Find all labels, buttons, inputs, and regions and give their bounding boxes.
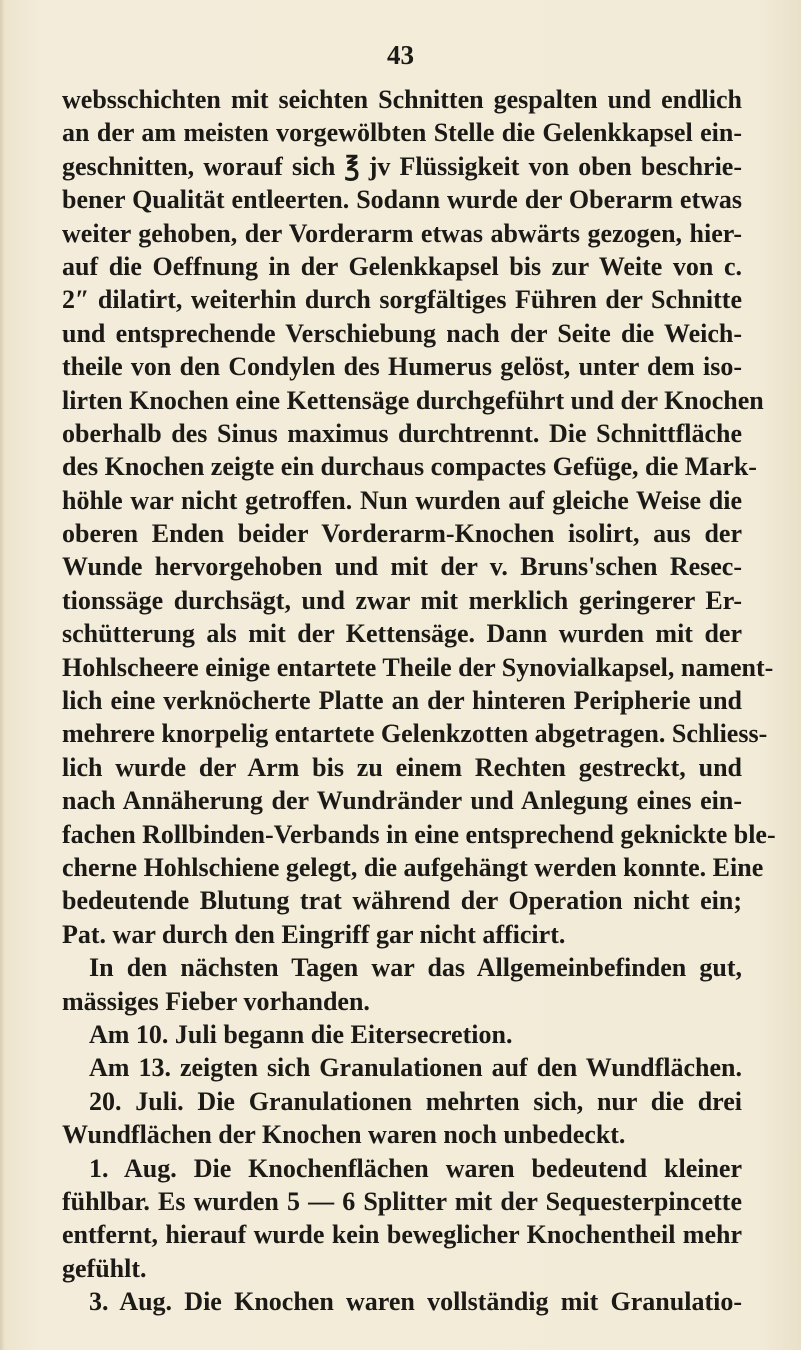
text-line: schütterung als mit der Kettensäge. Dann wurden mit der <box>62 619 742 649</box>
text-line: des Knochen zeigte ein durchaus compactes Gefüge, die Mark- <box>62 452 757 482</box>
text-line: cherne Hohlschiene gelegt, die aufgehängt werden konnte. Eine <box>62 852 764 882</box>
text-line: lirten Knochen eine Kettensäge durchgeführt und der Knochen <box>62 385 764 415</box>
text-line: bener Qualität entleerten. Sodann wurde der Oberarm etwas <box>62 185 742 215</box>
text-line: fühlbar. Es wurden 5 — 6 Splitter mit der Sequesterpincette <box>62 1186 742 1216</box>
text-line: an der am meisten vorgewölbten Stelle die Gelenkkapsel ein- <box>62 118 742 148</box>
text-line: websschichten mit seichten Schnitten gespalten und endlich <box>62 85 742 114</box>
page-number: 43 <box>387 40 414 70</box>
text-line: entfernt, hierauf wurde kein beweglicher Knochentheil mehr <box>62 1220 742 1250</box>
text-line: Pat. war durch den Eingriff gar nicht afficirt. <box>62 919 566 949</box>
text-line: In den nächsten Tagen war das Allgemeinbefinden gut, <box>89 953 742 983</box>
text-line: tionssäge durchsägt, und zwar mit merklich geringerer Er- <box>62 585 742 615</box>
text-line: gefühlt. <box>62 1253 147 1283</box>
text-line: 20. Juli. Die Granulationen mehrten sich, nur die drei <box>89 1086 742 1116</box>
page-edge-shadow <box>0 0 5 1350</box>
text-line: 3. Aug. Die Knochen waren vollständig mit Granulatio- <box>89 1287 742 1317</box>
text-line: und entsprechende Verschiebung nach der Seite die Weich- <box>62 318 742 348</box>
text-line: 2″ dilatirt, weiterhin durch sorgfältiges Führen der Schnitte <box>62 285 742 315</box>
text-line: Wundflächen der Knochen waren noch unbedeckt. <box>62 1120 626 1150</box>
text-line: Am 13. zeigten sich Granulationen auf den Wundflächen. <box>89 1053 742 1083</box>
text-line: mehrere knorpelig entartete Gelenkzotten abgetragen. Schliess- <box>62 719 768 749</box>
text-line: fachen Rollbinden-Verbands in eine entsprechend geknickte ble- <box>62 819 776 849</box>
text-line: höhle war nicht getroffen. Nun wurden auf gleiche Weise die <box>62 485 742 515</box>
text-line: auf die Oeffnung in der Gelenkkapsel bis zur Weite von c. <box>62 251 742 281</box>
body-text <box>62 83 776 1318</box>
text-line: nach Annäherung der Wundränder und Anlegung eines ein- <box>62 786 742 816</box>
text-line: theile von den Condylen des Humerus gelöst, unter dem iso- <box>62 352 742 382</box>
text-line: oberhalb des Sinus maximus durchtrennt. Die Schnittfläche <box>62 418 742 448</box>
text-line: weiter gehoben, der Vorderarm etwas abwärts gezogen, hier- <box>62 218 742 248</box>
text-line: geschnitten, worauf sich ℥ jv Flüssigkeit von oben beschrie- <box>62 151 742 181</box>
text-line: Wunde hervorgehoben und mit der v. Bruns'schen Resec- <box>62 552 742 582</box>
text-line: mässiges Fieber vorhanden. <box>62 986 370 1016</box>
text-line: bedeutende Blutung trat während der Operation nicht ein; <box>62 886 742 916</box>
text-line: lich eine verknöcherte Platte an der hinteren Peripherie und <box>62 686 742 716</box>
text-line: 1. Aug. Die Knochenflächen waren bedeutend kleiner <box>89 1153 742 1183</box>
text-line: Hohlscheere einige entartete Theile der Synovialkapsel, nament- <box>62 652 774 682</box>
text-line: lich wurde der Arm bis zu einem Rechten gestreckt, und <box>62 752 742 782</box>
text-line: Am 10. Juli begann die Eitersecretion. <box>89 1019 513 1049</box>
text-line: oberen Enden beider Vorderarm-Knochen isolirt, aus der <box>62 519 742 549</box>
